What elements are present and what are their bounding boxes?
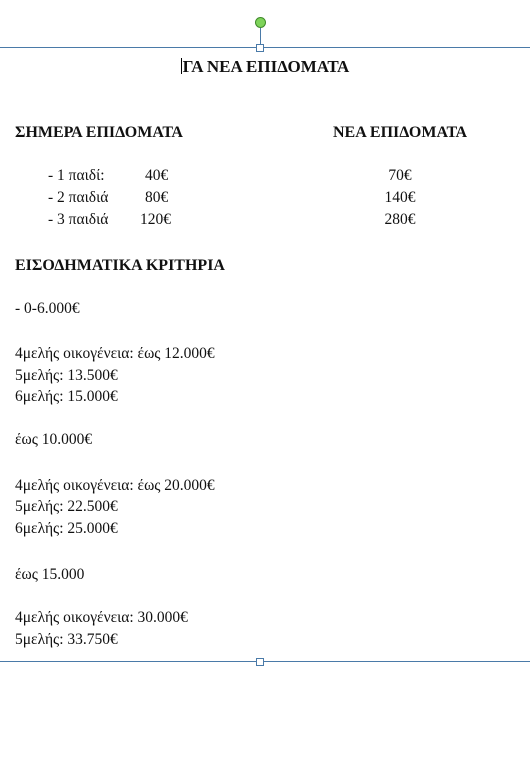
income-bracket-range: έως 15.000: [15, 566, 85, 583]
income-bracket-range: - 0-6.000€: [15, 300, 80, 317]
document-title[interactable]: [0, 57, 530, 77]
income-bracket-line: 6μελής: 15.000€: [15, 388, 118, 405]
rotate-handle-stem: [260, 28, 261, 44]
document-title-text: ΓΑ ΝΕΑ ΕΠΙΔΟΜΑΤΑ: [182, 57, 350, 76]
allowance-new-value: 70€: [388, 167, 412, 184]
income-bracket-line: 4μελής οικογένεια: έως 12.000€: [15, 345, 215, 362]
resize-handle-top[interactable]: [256, 44, 264, 52]
income-bracket-line: 4μελής οικογένεια: έως 20.000€: [15, 477, 215, 494]
income-bracket-line: 6μελής: 25.000€: [15, 520, 118, 537]
income-bracket-line: 5μελής: 33.750€: [15, 631, 118, 648]
textbox-top-border[interactable]: [0, 47, 530, 48]
income-criteria-heading: ΕΙΣΟΔΗΜΑΤΙΚΑ ΚΡΙΤΗΡΙΑ: [15, 257, 225, 274]
text-cursor: [181, 58, 182, 74]
allowance-children-label: - 2 παιδιά: [48, 189, 109, 206]
income-bracket-line: 4μελής οικογένεια: 30.000€: [15, 609, 188, 626]
allowance-current-value: 80€: [145, 189, 169, 206]
textbox-bottom-border[interactable]: [0, 661, 530, 662]
allowance-new-value: 280€: [384, 211, 416, 228]
rotate-handle[interactable]: [255, 17, 266, 28]
allowance-children-label: - 3 παιδιά: [48, 211, 109, 228]
income-bracket-line: 5μελής: 13.500€: [15, 367, 118, 384]
allowance-current-value: 120€: [140, 211, 171, 228]
resize-handle-bottom[interactable]: [256, 658, 264, 666]
allowance-new-value: 140€: [384, 189, 416, 206]
allowance-children-label: - 1 παιδί:: [48, 167, 105, 184]
income-bracket-range: έως 10.000€: [15, 431, 93, 448]
new-allowances-heading: ΝΕΑ ΕΠΙΔΟΜΑΤΑ: [333, 124, 468, 141]
allowance-current-value: 40€: [145, 167, 169, 184]
income-bracket-line: 5μελής: 22.500€: [15, 498, 118, 515]
current-allowances-heading: ΣΗΜΕΡΑ ΕΠΙΔΟΜΑΤΑ: [15, 124, 183, 141]
